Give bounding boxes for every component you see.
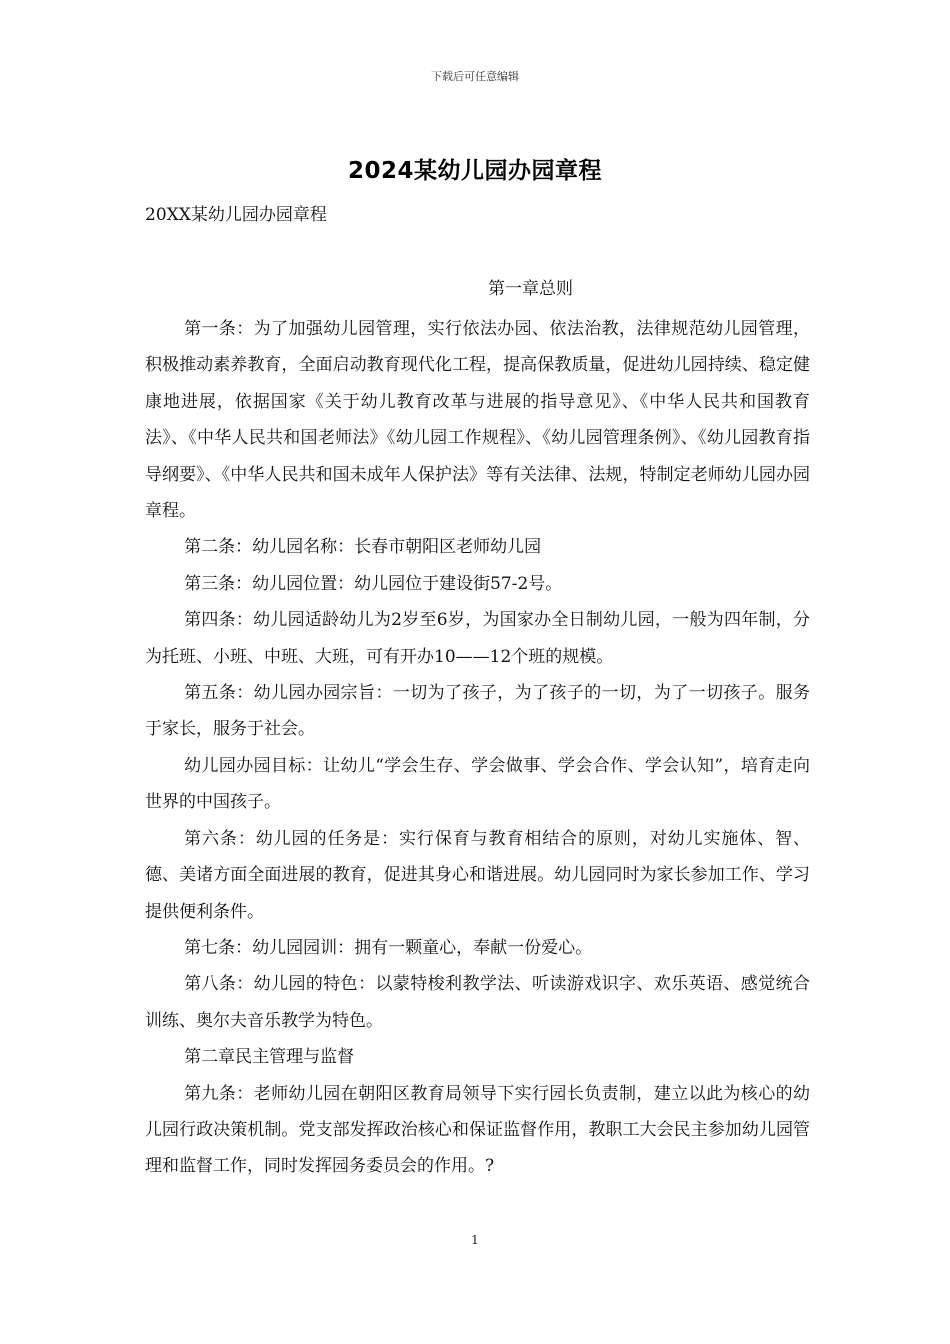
article-7: 第七条：幼儿园园训：拥有一颗童心，奉献一份爱心。	[184, 937, 593, 958]
article-5: 第五条：幼儿园办园宗旨：一切为了孩子，为了孩子的一切，为了一切孩子。服务于家长，服务于社会。	[145, 683, 810, 740]
article-6: 第六条：幼儿园的任务是：实行保育与教育相结合的原则，对幼儿实施体、智、德、美诸方面全面进展的教育，促进其身心和谐进展。幼儿园同时为家长参加工作、学习提供便利条件。	[145, 828, 810, 922]
article-2: 第二条：幼儿园名称：长春市朝阳区老师幼儿园	[184, 537, 542, 558]
chapter-2-heading: 第二章民主管理与监督	[184, 1047, 355, 1068]
article-4: 第四条：幼儿园适龄幼儿为2岁至6岁，为国家办全日制幼儿园，一般为四年制，分为托班、小班、中班、大班，可有开办10——12个班的规模。	[145, 610, 810, 667]
article-8: 第八条：幼儿园的特色：以蒙特梭利教学法、听读游戏识字、欢乐英语、感觉统合训练、奥尔夫音乐教学为特色。	[145, 974, 810, 1031]
page-header: 下载后可任意编辑	[431, 70, 519, 83]
document-title: 2024某幼儿园办园章程	[347, 158, 602, 184]
document-body	[145, 311, 810, 1185]
kindergarten-goal: 幼儿园办园目标：让幼儿“学会生存、学会做事、学会合作、学会认知”，培育走向世界的中国孩子。	[145, 755, 810, 813]
article-9: 第九条：老师幼儿园在朝阳区教育局领导下实行园长负责制，建立以此为核心的幼儿园行政决策机制。党支部发挥政治核心和保证监督作用，教职工大会民主参加幼儿园管理和监督工作，同时发挥园务委员会的作用。?	[145, 1083, 810, 1177]
article-3: 第三条：幼儿园位置：幼儿园位于建设街57-2号。	[184, 573, 563, 594]
chapter-heading: 第一章总则	[488, 279, 573, 299]
page-number: 1	[471, 1233, 479, 1247]
article-1: 第一条：为了加强幼儿园管理，实行依法办园、依法治教，法律规范幼儿园管理，积极推动素养教育，全面启动教育现代化工程，提高保教质量，促进幼儿园持续、稳定健康地进展，依据国家《关于幼儿教育改革与进展的指导意见》、《中华人民共和国教育法》、《中华人民共和国老师法》《幼儿园工作规程》、《幼儿园管理条例》、《幼儿园教育指导纲要》、《中华人民共和国未成年人保护法》等有关法律、法规，特制定老师幼儿园办园章程。	[145, 319, 810, 522]
document-subtitle: 20XX某幼儿园办园章程	[145, 205, 327, 225]
